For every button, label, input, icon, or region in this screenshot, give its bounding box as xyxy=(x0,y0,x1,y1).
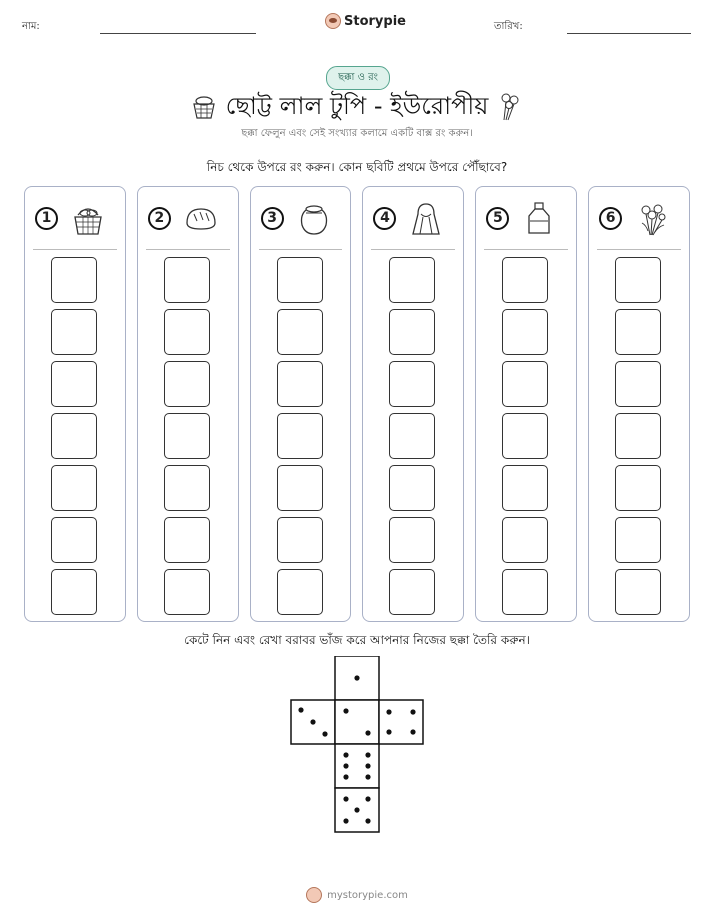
color-box[interactable] xyxy=(277,465,323,511)
box-stack xyxy=(389,257,435,615)
color-box[interactable] xyxy=(164,257,210,303)
column-number: 4 xyxy=(373,207,396,230)
color-box[interactable] xyxy=(277,413,323,459)
color-box[interactable] xyxy=(277,257,323,303)
color-box[interactable] xyxy=(502,361,548,407)
die-face-4 xyxy=(379,700,423,744)
name-line[interactable] xyxy=(100,33,256,34)
column-divider xyxy=(597,249,681,250)
column-divider xyxy=(33,249,117,250)
color-box[interactable] xyxy=(51,569,97,615)
color-box[interactable] xyxy=(164,361,210,407)
color-box[interactable] xyxy=(615,309,661,355)
box-stack xyxy=(51,257,97,615)
honey-pot-icon xyxy=(296,201,332,237)
storypie-mascot-icon xyxy=(306,887,322,903)
color-box[interactable] xyxy=(389,309,435,355)
die-pip xyxy=(343,818,348,823)
color-box[interactable] xyxy=(51,413,97,459)
column-divider xyxy=(259,249,343,250)
color-box[interactable] xyxy=(164,309,210,355)
die-pip xyxy=(365,796,370,801)
color-box[interactable] xyxy=(51,517,97,563)
column-number: 5 xyxy=(486,207,509,230)
die-face-2 xyxy=(335,700,379,744)
color-box[interactable] xyxy=(389,361,435,407)
column-1 xyxy=(24,186,126,622)
storypie-logo-icon xyxy=(325,13,341,29)
die-pip xyxy=(343,708,348,713)
red-cloak-icon xyxy=(408,201,444,237)
die-net xyxy=(290,656,424,836)
column-5 xyxy=(475,186,577,622)
color-box[interactable] xyxy=(389,465,435,511)
column-divider xyxy=(371,249,455,250)
box-stack xyxy=(502,257,548,615)
color-box[interactable] xyxy=(615,465,661,511)
color-box[interactable] xyxy=(164,517,210,563)
column-divider xyxy=(484,249,568,250)
column-3 xyxy=(250,186,352,622)
die-pip xyxy=(410,709,415,714)
cut-instruction: কেটে নিন এবং রেখা বরাবর ভাঁজ করে আপনার নিজের ছক্কা তৈরি করুন। xyxy=(184,633,530,647)
instruction: নিচ থেকে উপরে রং করুন। কোন ছবিটি প্রথমে উপরে পৌঁছাবে? xyxy=(206,160,508,174)
color-box[interactable] xyxy=(277,361,323,407)
die-pip xyxy=(365,730,370,735)
color-box[interactable] xyxy=(502,309,548,355)
column-4 xyxy=(362,186,464,622)
column-number: 6 xyxy=(599,207,622,230)
basket-of-bread-icon xyxy=(70,201,106,237)
column-2 xyxy=(137,186,239,622)
die-pip xyxy=(343,752,348,757)
box-stack xyxy=(615,257,661,615)
bottle-icon xyxy=(521,201,557,237)
column-number: 1 xyxy=(35,207,58,230)
color-box[interactable] xyxy=(502,465,548,511)
column-divider xyxy=(146,249,230,250)
box-stack xyxy=(277,257,323,615)
color-box[interactable] xyxy=(502,413,548,459)
color-box[interactable] xyxy=(615,569,661,615)
color-box[interactable] xyxy=(164,465,210,511)
color-box[interactable] xyxy=(389,413,435,459)
bread-loaf-icon xyxy=(183,201,219,237)
date-line[interactable] xyxy=(567,33,691,34)
die-pip xyxy=(410,729,415,734)
die-pip xyxy=(365,763,370,768)
color-box[interactable] xyxy=(502,569,548,615)
die-pip xyxy=(343,796,348,801)
color-box[interactable] xyxy=(615,257,661,303)
die-pip xyxy=(298,707,303,712)
color-box[interactable] xyxy=(277,309,323,355)
die-pip xyxy=(343,774,348,779)
die-face-6 xyxy=(335,744,379,788)
name-label: নাম: xyxy=(22,21,40,32)
color-box[interactable] xyxy=(389,569,435,615)
color-box[interactable] xyxy=(277,569,323,615)
die-pip xyxy=(365,774,370,779)
activity-tag: ছক্কা ও রং xyxy=(326,66,390,90)
color-box[interactable] xyxy=(51,465,97,511)
brand-name: Storypie xyxy=(344,13,406,29)
subtitle: ছক্কা ফেলুন এবং সেই সংখ্যার কলামে একটি বাক্স রং করুন। xyxy=(241,128,473,139)
date-label: তারিখ: xyxy=(494,21,523,32)
color-box[interactable] xyxy=(277,517,323,563)
color-box[interactable] xyxy=(51,361,97,407)
color-box[interactable] xyxy=(164,413,210,459)
color-box[interactable] xyxy=(51,309,97,355)
brand-logo xyxy=(325,13,406,29)
die-pip xyxy=(386,709,391,714)
column-6 xyxy=(588,186,690,622)
die-pip xyxy=(310,719,315,724)
color-box[interactable] xyxy=(51,257,97,303)
die-pip xyxy=(354,807,359,812)
flower-bouquet-icon xyxy=(634,201,670,237)
footer xyxy=(0,887,714,903)
color-box[interactable] xyxy=(615,413,661,459)
column-number: 2 xyxy=(148,207,171,230)
page-title: ছোট্ট লাল টুপি - ইউরোপীয় xyxy=(225,92,489,120)
die-pip xyxy=(365,818,370,823)
color-box[interactable] xyxy=(389,517,435,563)
flowers-icon xyxy=(494,90,524,122)
column-number: 3 xyxy=(261,207,284,230)
color-box[interactable] xyxy=(615,517,661,563)
die-pip xyxy=(365,752,370,757)
color-box[interactable] xyxy=(502,517,548,563)
die-pip xyxy=(343,763,348,768)
die-pip xyxy=(386,729,391,734)
die-pip xyxy=(354,675,359,680)
race-columns xyxy=(24,186,690,624)
color-box[interactable] xyxy=(164,569,210,615)
color-box[interactable] xyxy=(615,361,661,407)
box-stack xyxy=(164,257,210,615)
color-box[interactable] xyxy=(389,257,435,303)
footer-url[interactable]: mystorypie.com xyxy=(327,889,408,901)
color-box[interactable] xyxy=(502,257,548,303)
die-pip xyxy=(322,731,327,736)
